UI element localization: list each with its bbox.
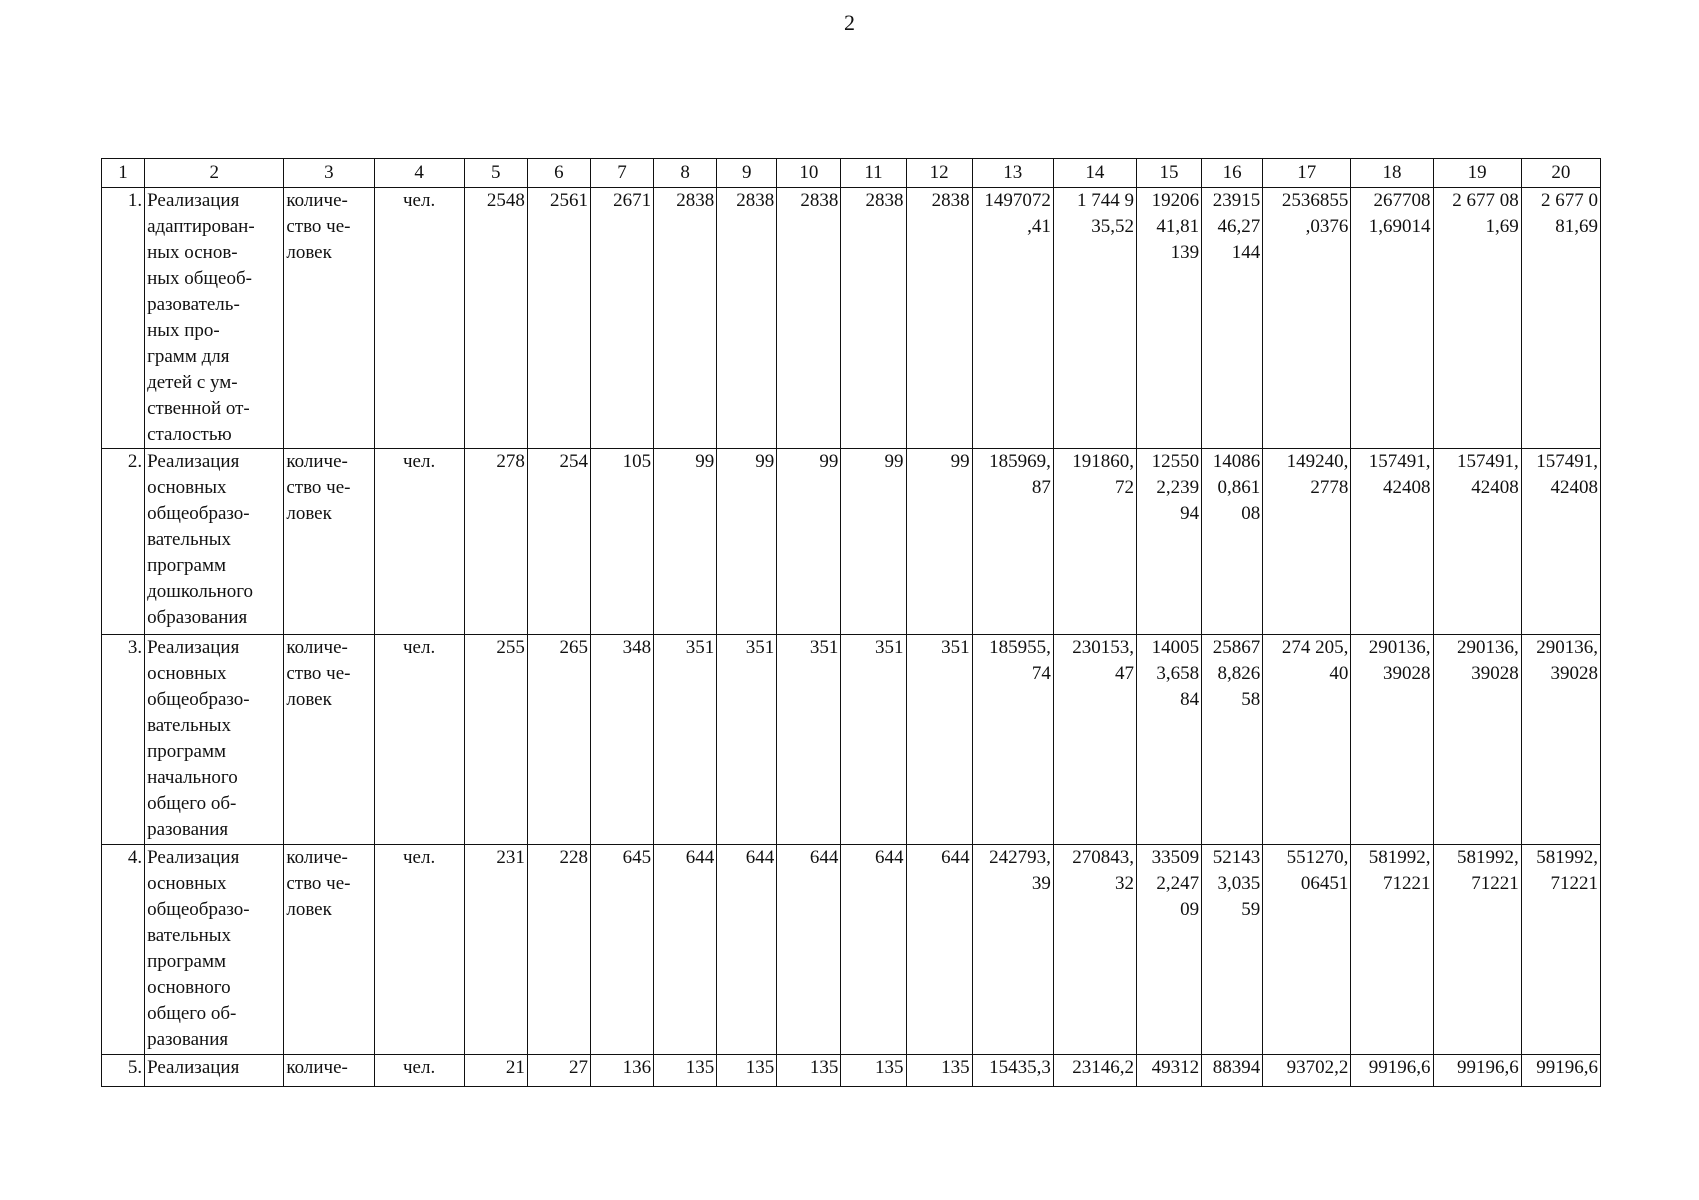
value-line: 2 677 0 — [1541, 190, 1598, 211]
value-cell — [464, 449, 527, 635]
value-line: 71221 — [1550, 873, 1598, 894]
value-cell — [717, 845, 777, 1055]
column-number: 6 — [527, 159, 590, 188]
column-number: 2 — [145, 159, 284, 188]
value-line: 59 — [1241, 899, 1261, 920]
indicator-line: ство че- — [286, 873, 351, 894]
value-line: 231 — [496, 847, 525, 868]
value-line: 644 — [941, 847, 970, 868]
value-line: 14005 — [1151, 637, 1200, 658]
value-line: 87 — [1031, 477, 1051, 498]
value-line: 644 — [875, 847, 904, 868]
value-cell — [777, 188, 841, 449]
value-line: 99 — [755, 451, 775, 472]
table-row — [102, 449, 1601, 635]
column-number: 10 — [777, 159, 841, 188]
service-name-line: ных основ- — [147, 242, 238, 263]
column-number: 11 — [841, 159, 906, 188]
service-name-line: адаптирован- — [147, 216, 255, 237]
value-cell — [1351, 188, 1433, 449]
value-line: 52143 — [1212, 847, 1261, 868]
value-line: 581992, — [1456, 847, 1519, 868]
value-cell — [972, 845, 1053, 1055]
value-line: 157491, — [1456, 451, 1519, 472]
value-line: 157491, — [1368, 451, 1431, 472]
table-row — [102, 1055, 1601, 1087]
value-line: 2838 — [676, 190, 715, 211]
value-line: 8,826 — [1217, 663, 1261, 684]
value-cell — [1521, 845, 1600, 1055]
value-line: 185955, — [989, 637, 1051, 658]
value-line: 14086 — [1212, 451, 1261, 472]
value-line: 46,27 — [1217, 216, 1261, 237]
service-name-cell — [145, 449, 284, 635]
value-cell — [1433, 635, 1521, 845]
value-cell — [527, 635, 590, 845]
service-name-line: Реализация — [147, 637, 240, 658]
indicator-line: ловек — [286, 503, 332, 524]
value-line: 144 — [1231, 242, 1261, 263]
table-row — [102, 845, 1601, 1055]
value-cell — [841, 449, 906, 635]
service-name-line: Реализация — [147, 1057, 240, 1078]
value-cell — [590, 449, 653, 635]
indicator-cell — [284, 635, 374, 845]
value-line: 270843, — [1072, 847, 1134, 868]
indicator-line: ловек — [286, 899, 332, 920]
value-cell — [590, 188, 653, 449]
value-cell — [464, 635, 527, 845]
value-line: 99 — [950, 451, 970, 472]
value-cell — [1136, 635, 1201, 845]
value-line: 267708 — [1373, 190, 1431, 211]
value-cell — [841, 635, 906, 845]
value-cell — [906, 635, 972, 845]
value-cell — [654, 845, 717, 1055]
value-cell — [527, 1055, 590, 1087]
value-line: 2561 — [549, 190, 588, 211]
indicator-line: ство че- — [286, 216, 351, 237]
indicator-line: ловек — [286, 242, 332, 263]
value-cell — [1433, 845, 1521, 1055]
value-line: 3,658 — [1156, 663, 1200, 684]
value-line: 242793, — [989, 847, 1051, 868]
value-line: 644 — [685, 847, 715, 868]
indicator-line: ство че- — [286, 663, 351, 684]
value-cell — [777, 635, 841, 845]
value-cell — [717, 635, 777, 845]
service-name-line: Реализация — [147, 190, 240, 211]
service-name-line: Реализация — [147, 451, 240, 472]
value-cell — [1136, 449, 1201, 635]
column-number: 5 — [464, 159, 527, 188]
value-cell — [777, 1055, 841, 1087]
value-line: 139 — [1170, 242, 1200, 263]
service-name-line: сталостью — [147, 424, 232, 445]
page-number: 2 — [844, 10, 855, 35]
indicator-line: ство че- — [286, 477, 351, 498]
value-line: 136 — [622, 1057, 652, 1078]
value-line: 2536855 — [1281, 190, 1349, 211]
service-name-line: основных — [147, 663, 227, 684]
value-line: 2838 — [865, 190, 904, 211]
service-name-line: разования — [147, 1029, 229, 1050]
value-line: 19206 — [1151, 190, 1200, 211]
value-cell — [1202, 188, 1263, 449]
value-line: 42408 — [1550, 477, 1598, 498]
value-cell — [1433, 449, 1521, 635]
value-line: 351 — [941, 637, 970, 658]
row-index: 5. — [102, 1055, 145, 1087]
value-cell — [527, 188, 590, 449]
service-name-cell — [145, 635, 284, 845]
column-number-row — [102, 159, 1601, 188]
value-line: 99 — [819, 451, 839, 472]
column-number: 12 — [906, 159, 972, 188]
service-name-line: основных — [147, 873, 227, 894]
value-line: 135 — [685, 1057, 715, 1078]
value-line: 2548 — [486, 190, 525, 211]
value-line: 265 — [559, 637, 588, 658]
value-line: 644 — [809, 847, 839, 868]
column-number: 7 — [590, 159, 653, 188]
value-cell — [527, 449, 590, 635]
unit-cell: чел. — [374, 449, 464, 635]
column-number: 14 — [1053, 159, 1136, 188]
indicator-line: количе- — [286, 847, 348, 868]
value-cell — [1053, 845, 1136, 1055]
value-line: 2671 — [613, 190, 652, 211]
service-name-line: программ — [147, 555, 227, 576]
value-line: 39028 — [1550, 663, 1598, 684]
data-table — [101, 158, 1601, 1087]
service-name-line: программ — [147, 741, 227, 762]
column-number: 3 — [284, 159, 374, 188]
service-name-line: ных про- — [147, 320, 220, 341]
value-cell — [590, 1055, 653, 1087]
value-line: 2778 — [1310, 477, 1349, 498]
column-number: 9 — [717, 159, 777, 188]
service-name-cell — [145, 188, 284, 449]
indicator-cell — [284, 449, 374, 635]
value-line: 278 — [496, 451, 525, 472]
value-line: 39028 — [1471, 663, 1519, 684]
value-cell — [654, 1055, 717, 1087]
value-cell — [906, 1055, 972, 1087]
value-line: 99 — [695, 451, 715, 472]
value-cell — [1202, 635, 1263, 845]
value-line: 105 — [622, 451, 652, 472]
value-cell — [1351, 635, 1433, 845]
value-line: 1,69 — [1485, 216, 1519, 237]
value-cell — [777, 449, 841, 635]
value-line: 99196,6 — [1456, 1057, 1519, 1078]
value-line: 2838 — [736, 190, 775, 211]
value-cell — [1263, 188, 1351, 449]
value-line: 21 — [505, 1057, 525, 1078]
value-line: 39 — [1031, 873, 1051, 894]
row-index: 3. — [102, 635, 145, 845]
indicator-line: ловек — [286, 689, 332, 710]
value-line: 39028 — [1383, 663, 1431, 684]
value-line: 2838 — [931, 190, 970, 211]
value-line: 81,69 — [1555, 216, 1598, 237]
value-cell — [906, 845, 972, 1055]
indicator-line: количе- — [286, 637, 348, 658]
service-name-line: детей с ум- — [147, 372, 238, 393]
value-cell — [1202, 449, 1263, 635]
value-line: 228 — [559, 847, 588, 868]
value-line: 41,81 — [1156, 216, 1200, 237]
value-line: 135 — [941, 1057, 970, 1078]
service-name-line: общеобразо- — [147, 899, 250, 920]
value-line: ,41 — [1027, 216, 1051, 237]
value-line: 23915 — [1212, 190, 1261, 211]
value-line: 93702,2 — [1286, 1057, 1349, 1078]
column-number: 20 — [1521, 159, 1600, 188]
value-cell — [1521, 449, 1600, 635]
value-line: 185969, — [989, 451, 1051, 472]
value-cell — [1202, 1055, 1263, 1087]
value-cell — [1521, 1055, 1600, 1087]
value-line: 581992, — [1368, 847, 1431, 868]
value-cell — [1521, 188, 1600, 449]
value-line: 99196,6 — [1536, 1057, 1598, 1078]
service-name-line: разователь- — [147, 294, 240, 315]
value-cell — [1521, 635, 1600, 845]
value-line: 47 — [1114, 663, 1134, 684]
column-number: 17 — [1263, 159, 1351, 188]
indicator-line: количе- — [286, 1057, 348, 1078]
service-name-line: ных общеоб- — [147, 268, 252, 289]
table-row — [102, 188, 1601, 449]
value-cell — [841, 1055, 906, 1087]
value-cell — [654, 188, 717, 449]
value-cell — [972, 1055, 1053, 1087]
value-line: 23146,2 — [1072, 1057, 1134, 1078]
column-number: 13 — [972, 159, 1053, 188]
service-name-line: вательных — [147, 529, 232, 550]
service-name-line: Реализация — [147, 847, 240, 868]
value-cell — [906, 188, 972, 449]
service-name-line: общего об- — [147, 1003, 237, 1024]
value-line: 72 — [1114, 477, 1134, 498]
value-line: 12550 — [1151, 451, 1200, 472]
value-cell — [464, 1055, 527, 1087]
value-cell — [590, 635, 653, 845]
value-line: 191860, — [1072, 451, 1134, 472]
value-line: 99 — [884, 451, 904, 472]
value-line: 2838 — [800, 190, 839, 211]
value-line: 35,52 — [1091, 216, 1134, 237]
value-line: 351 — [685, 637, 715, 658]
column-number: 18 — [1351, 159, 1433, 188]
service-name-cell — [145, 1055, 284, 1087]
value-line: 290136, — [1456, 637, 1519, 658]
value-cell — [654, 449, 717, 635]
value-cell — [527, 845, 590, 1055]
value-line: 230153, — [1072, 637, 1134, 658]
value-line: 71221 — [1383, 873, 1431, 894]
value-line: 351 — [745, 637, 775, 658]
service-name-line: дошкольного — [147, 581, 254, 602]
value-line: 1,69014 — [1368, 216, 1431, 237]
value-cell — [1433, 1055, 1521, 1087]
value-cell — [464, 188, 527, 449]
column-number: 4 — [374, 159, 464, 188]
row-index: 2. — [102, 449, 145, 635]
service-name-line: основных — [147, 477, 227, 498]
value-line: 581992, — [1536, 847, 1598, 868]
value-line: 42408 — [1383, 477, 1431, 498]
unit-cell: чел. — [374, 845, 464, 1055]
value-line: 157491, — [1536, 451, 1598, 472]
service-name-cell — [145, 845, 284, 1055]
value-cell — [1351, 449, 1433, 635]
value-line: 351 — [875, 637, 904, 658]
service-name-line: вательных — [147, 925, 232, 946]
indicator-cell — [284, 1055, 374, 1087]
indicator-cell — [284, 188, 374, 449]
unit-cell: чел. — [374, 188, 464, 449]
value-cell — [1053, 635, 1136, 845]
row-index: 1. — [102, 188, 145, 449]
value-line: 255 — [496, 637, 525, 658]
service-name-line: разования — [147, 819, 229, 840]
value-cell — [972, 449, 1053, 635]
column-number: 15 — [1136, 159, 1201, 188]
service-name-line: начального — [147, 767, 238, 788]
column-number: 1 — [102, 159, 145, 188]
value-cell — [841, 845, 906, 1055]
value-line: 290136, — [1536, 637, 1598, 658]
value-cell — [1136, 1055, 1201, 1087]
service-name-line: основного — [147, 977, 231, 998]
value-line: 88394 — [1212, 1057, 1261, 1078]
value-line: 15435,3 — [989, 1057, 1051, 1078]
value-line: 32 — [1114, 873, 1134, 894]
table-row — [102, 635, 1601, 845]
value-line: 2,247 — [1156, 873, 1200, 894]
value-line: 1 744 9 — [1076, 190, 1134, 211]
value-line: 99196,6 — [1368, 1057, 1431, 1078]
value-line: 09 — [1180, 899, 1200, 920]
service-name-line: грамм для — [147, 346, 230, 367]
value-cell — [1053, 1055, 1136, 1087]
value-cell — [1263, 635, 1351, 845]
value-cell — [717, 188, 777, 449]
service-name-line: общеобразо- — [147, 689, 250, 710]
value-line: 149240, — [1286, 451, 1349, 472]
value-cell — [1351, 845, 1433, 1055]
value-cell — [1136, 845, 1201, 1055]
value-cell — [717, 1055, 777, 1087]
value-cell — [1351, 1055, 1433, 1087]
value-line: 08 — [1241, 503, 1261, 524]
value-cell — [1202, 845, 1263, 1055]
value-cell — [1053, 449, 1136, 635]
value-cell — [1053, 188, 1136, 449]
value-line: 135 — [875, 1057, 904, 1078]
value-line: 06451 — [1300, 873, 1349, 894]
indicator-line: количе- — [286, 451, 348, 472]
value-line: 71221 — [1471, 873, 1519, 894]
value-cell — [1433, 188, 1521, 449]
column-number: 8 — [654, 159, 717, 188]
value-line: 348 — [622, 637, 652, 658]
value-line: 645 — [622, 847, 652, 868]
service-name-line: ственной от- — [147, 398, 250, 419]
service-name-line: общего об- — [147, 793, 237, 814]
value-line: 274 205, — [1281, 637, 1349, 658]
value-line: 3,035 — [1217, 873, 1261, 894]
value-line: 25867 — [1212, 637, 1261, 658]
value-cell — [1136, 188, 1201, 449]
value-line: 0,861 — [1217, 477, 1261, 498]
value-line: 644 — [745, 847, 775, 868]
value-line: 351 — [809, 637, 839, 658]
value-line: 551270, — [1286, 847, 1349, 868]
value-line: 94 — [1180, 503, 1200, 524]
unit-cell: чел. — [374, 635, 464, 845]
value-line: 290136, — [1368, 637, 1431, 658]
value-cell — [717, 449, 777, 635]
value-cell — [972, 188, 1053, 449]
column-number: 19 — [1433, 159, 1521, 188]
service-name-line: вательных — [147, 715, 232, 736]
value-cell — [972, 635, 1053, 845]
value-cell — [1263, 1055, 1351, 1087]
indicator-line: количе- — [286, 190, 348, 211]
value-line: 33509 — [1151, 847, 1200, 868]
value-line: 2,239 — [1156, 477, 1200, 498]
value-line: 40 — [1329, 663, 1349, 684]
value-line: 135 — [809, 1057, 839, 1078]
value-line: ,0376 — [1305, 216, 1349, 237]
value-line: 58 — [1241, 689, 1261, 710]
value-cell — [777, 845, 841, 1055]
service-name-line: программ — [147, 951, 227, 972]
value-line: 254 — [559, 451, 588, 472]
service-name-line: общеобразо- — [147, 503, 250, 524]
value-cell — [1263, 845, 1351, 1055]
value-cell — [654, 635, 717, 845]
value-line: 135 — [745, 1057, 775, 1078]
value-line: 2 677 08 — [1452, 190, 1519, 211]
value-cell — [590, 845, 653, 1055]
value-line: 74 — [1031, 663, 1051, 684]
value-cell — [464, 845, 527, 1055]
value-line: 84 — [1180, 689, 1200, 710]
value-line: 42408 — [1471, 477, 1519, 498]
service-name-line: образования — [147, 607, 248, 628]
value-cell — [1263, 449, 1351, 635]
value-line: 1497072 — [984, 190, 1051, 211]
value-line: 49312 — [1151, 1057, 1200, 1078]
indicator-cell — [284, 845, 374, 1055]
value-cell — [906, 449, 972, 635]
row-index: 4. — [102, 845, 145, 1055]
column-number: 16 — [1202, 159, 1263, 188]
value-cell — [841, 188, 906, 449]
value-line: 27 — [568, 1057, 588, 1078]
unit-cell: чел. — [374, 1055, 464, 1087]
